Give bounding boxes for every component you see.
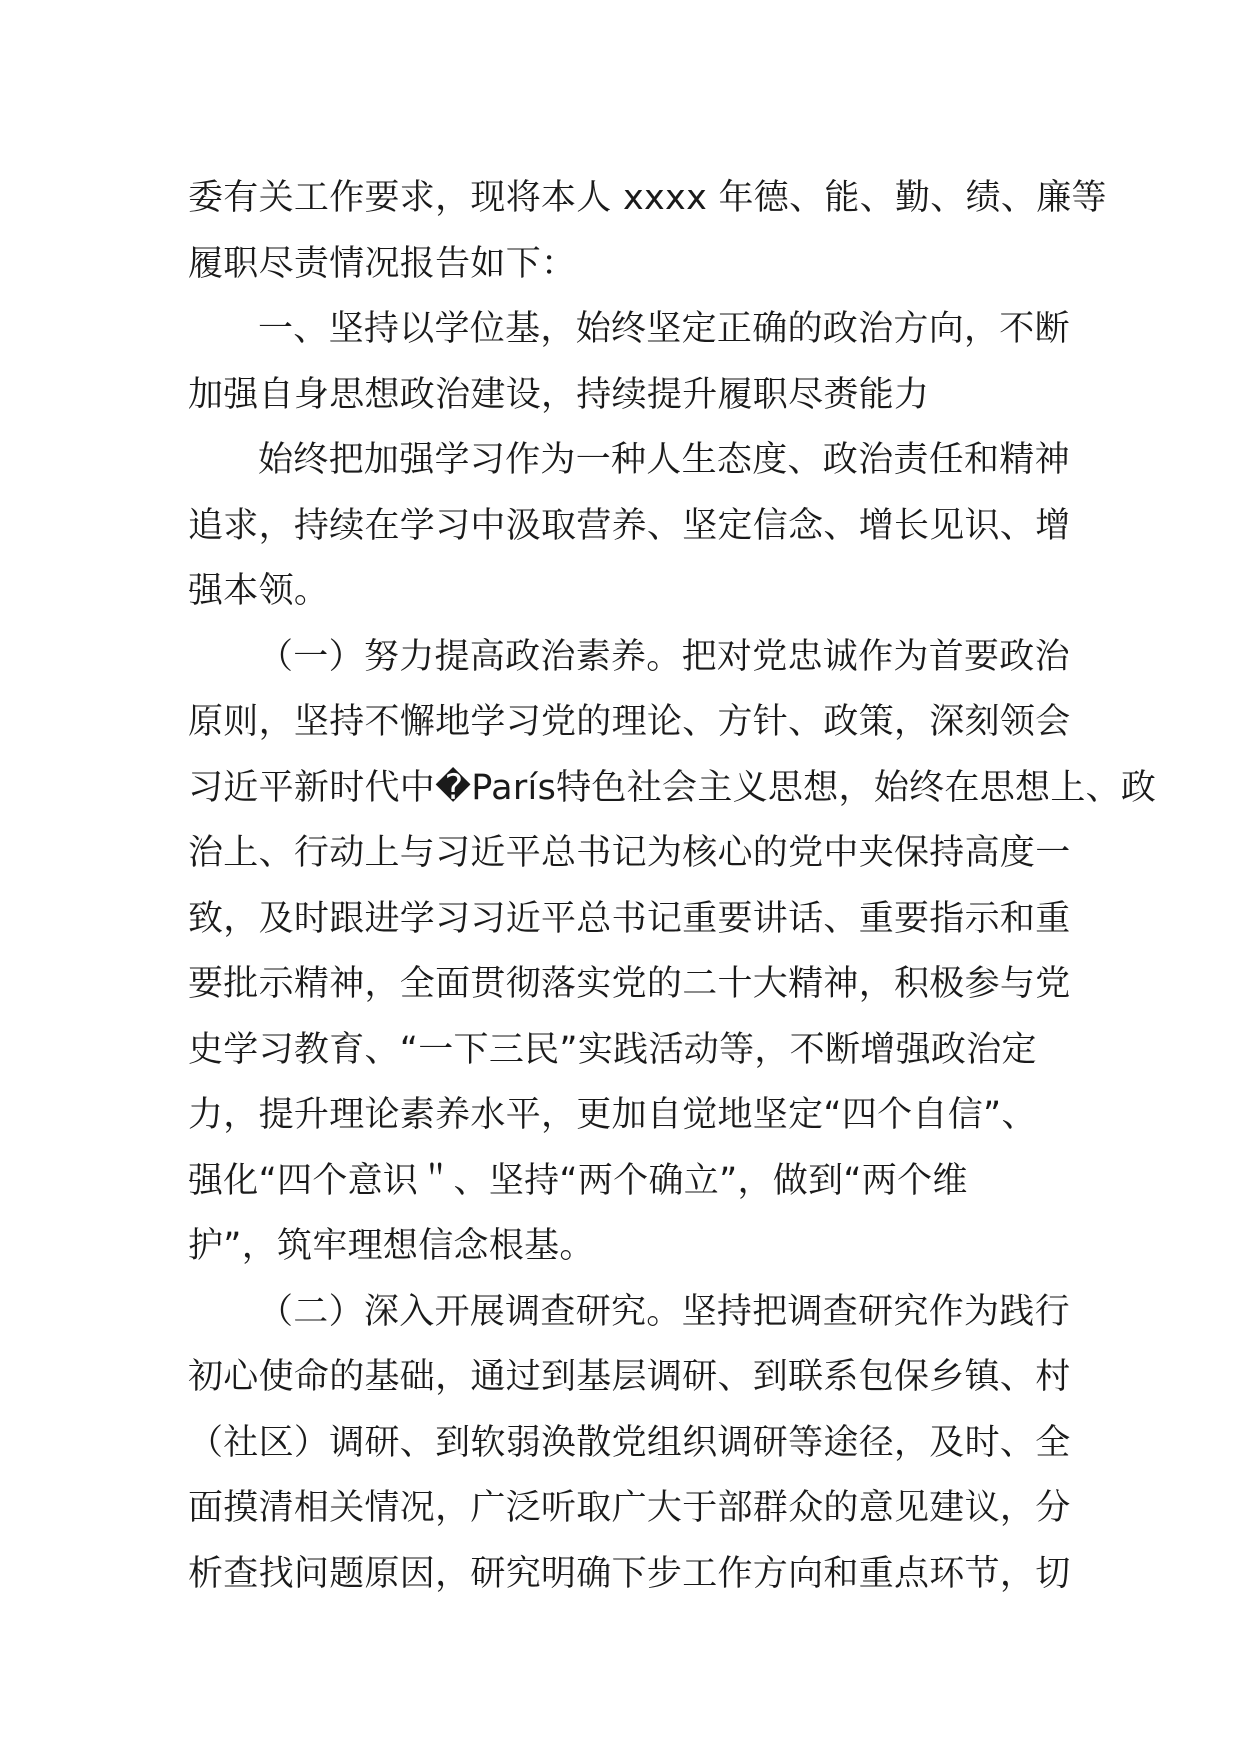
- subsection-start-line: （一）努力提高政治素养。把对党忠诚作为首要政治: [258, 636, 1070, 677]
- text-line: 面摸清相关情况，广泛听取广大于部群众的意见建议，分: [188, 1488, 1071, 1528]
- text-line: 追求，持续在学习中汲取营养、坚定信念、增长见识、增: [188, 505, 1071, 546]
- text-line: 致，及时跟进学习习近平总书记重要讲话、重要指示和重: [188, 898, 1071, 939]
- text-line: 初心使命的基础，通过到基层调研、到联系包保乡镇、村: [188, 1357, 1071, 1397]
- text-line: 要批示精神，全面贯彻落实党的二十大精神，积极参与党: [188, 964, 1071, 1004]
- text-line: 履职尽责情况报告如下：: [188, 243, 577, 284]
- paragraph-start-line: 始终把加强学习作为一种人生态度、政治责任和精神: [258, 440, 1070, 480]
- text-line: 史学习教育、“一下三民”实践活动等，不断增强政治定: [188, 1029, 1037, 1070]
- text-line: 护”，筑牢理想信念根基。: [188, 1226, 595, 1266]
- text-line: 治上、行动上与习近平总书记为核心的党中夹保持高度一: [188, 833, 1071, 873]
- section-heading-line: 加强自身思想政治建设，持续提升履职尽赉能力: [188, 374, 930, 415]
- text-line: 习近平新时代中�París特色社会主义思想，始终在思想上、政: [188, 767, 1157, 808]
- document-body: [188, 166, 1157, 1607]
- text-line: 委有关工作要求，现将本人 xxxx 年德、能、勤、绩、廉等: [188, 178, 1107, 218]
- subsection-start-line: （二）深入开展调查研究。坚持把调查研究作为践行: [258, 1291, 1070, 1332]
- text-line: 强化“四个意识＂、坚持“两个确立”，做到“两个维: [188, 1160, 968, 1201]
- text-line: 析查找问题原因，研究明确下步工作方向和重点环节，切: [188, 1553, 1071, 1594]
- section-heading-line: 一、坚持以学位基，始终坚定正确的政治方向，不断: [258, 309, 1070, 349]
- text-line: （社区）调研、到软弱涣散党组织调研等途径，及时、全: [188, 1422, 1071, 1463]
- text-line: 原则，坚持不懈地学习党的理论、方针、政策，深刻领会: [188, 702, 1071, 742]
- text-line: 力，提升理论素养水平，更加自觉地坚定“四个自信”、: [188, 1095, 1037, 1135]
- text-line: 强本领。: [188, 571, 330, 611]
